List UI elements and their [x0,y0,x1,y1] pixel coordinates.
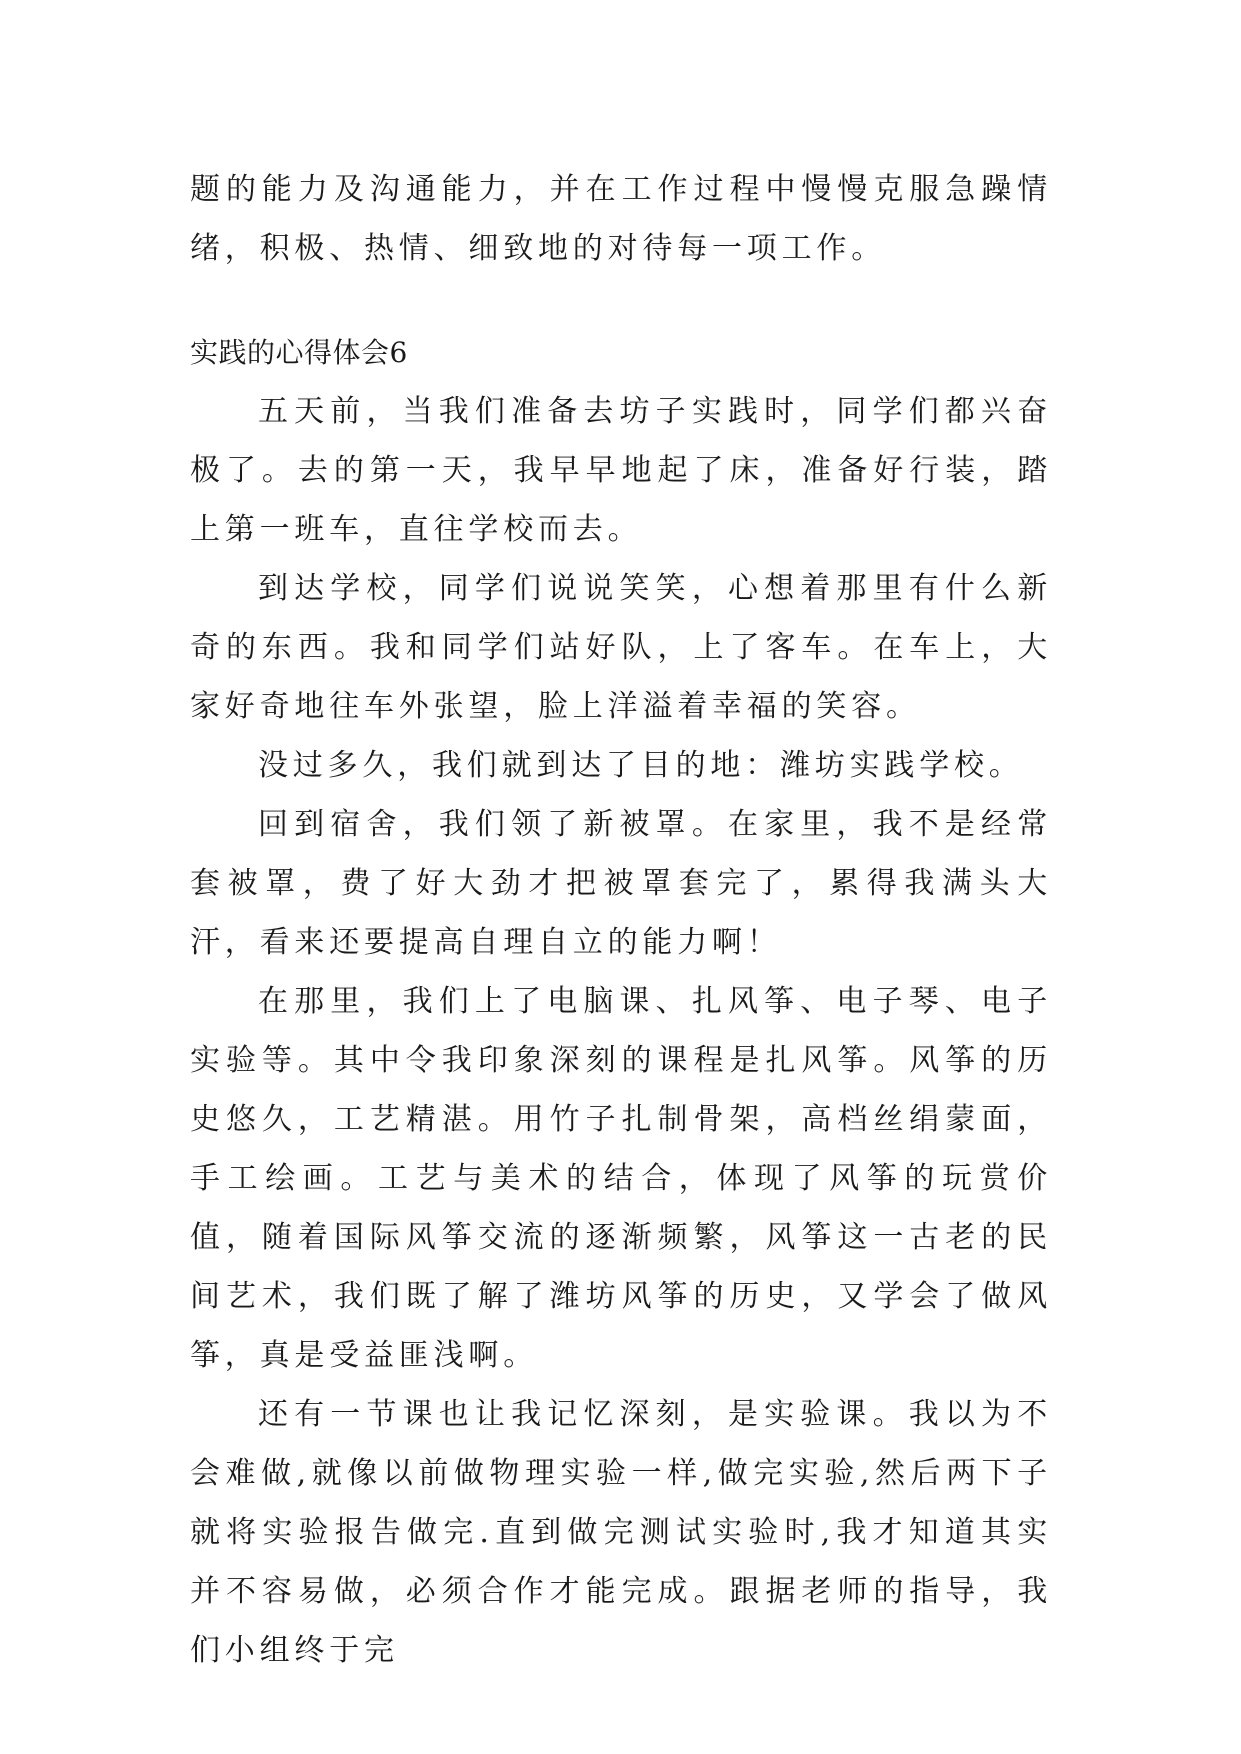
paragraph-3: 没过多久，我们就到达了目的地：潍坊实践学校。 [258,748,1024,783]
paragraph-1: 五天前，当我们准备去坊子实践时，同学们都兴奋极了。去的第一天，我早早地起了床，准备好行装，踏上第一班车，直往学校而去。 [190,394,1052,547]
intro-paragraph: 题的能力及沟通能力，并在工作过程中慢慢克服急躁情绪，积极、热情、细致地的对待每一项工作。 [190,172,1052,266]
section-title: 实践的心得体会6 [190,336,408,369]
paragraph-6: 还有一节课也让我记忆深刻，是实验课。我以为不会难做,就像以前做物理实验一样,做完实验,然后两下子就将实验报告做完.直到做完测试实验时,我才知道其实并不容易做，必须合作才能完成。跟据老师的指导，我们小组终于完 [190,1397,1052,1668]
paragraph-2: 到达学校，同学们说说笑笑，心想着那里有什么新奇的东西。我和同学们站好队，上了客车。在车上，大家好奇地往车外张望，脸上洋溢着幸福的笑容。 [190,571,1052,724]
paragraph-4: 回到宿舍，我们领了新被罩。在家里，我不是经常套被罩，费了好大劲才把被罩套完了，累得我满头大汗，看来还要提高自理自立的能力啊！ [190,807,1052,960]
paragraph-5: 在那里，我们上了电脑课、扎风筝、电子琴、电子实验等。其中令我印象深刻的课程是扎风筝。风筝的历史悠久，工艺精湛。用竹子扎制骨架，高档丝绢蒙面，手工绘画。工艺与美术的结合，体现了风筝的玩赏价值，随着国际风筝交流的逐渐频繁，风筝这一古老的民间艺术，我们既了解了潍坊风筝的历史，又学会了做风筝，真是受益匪浅啊。 [190,984,1052,1373]
document-body [190,160,1052,1680]
